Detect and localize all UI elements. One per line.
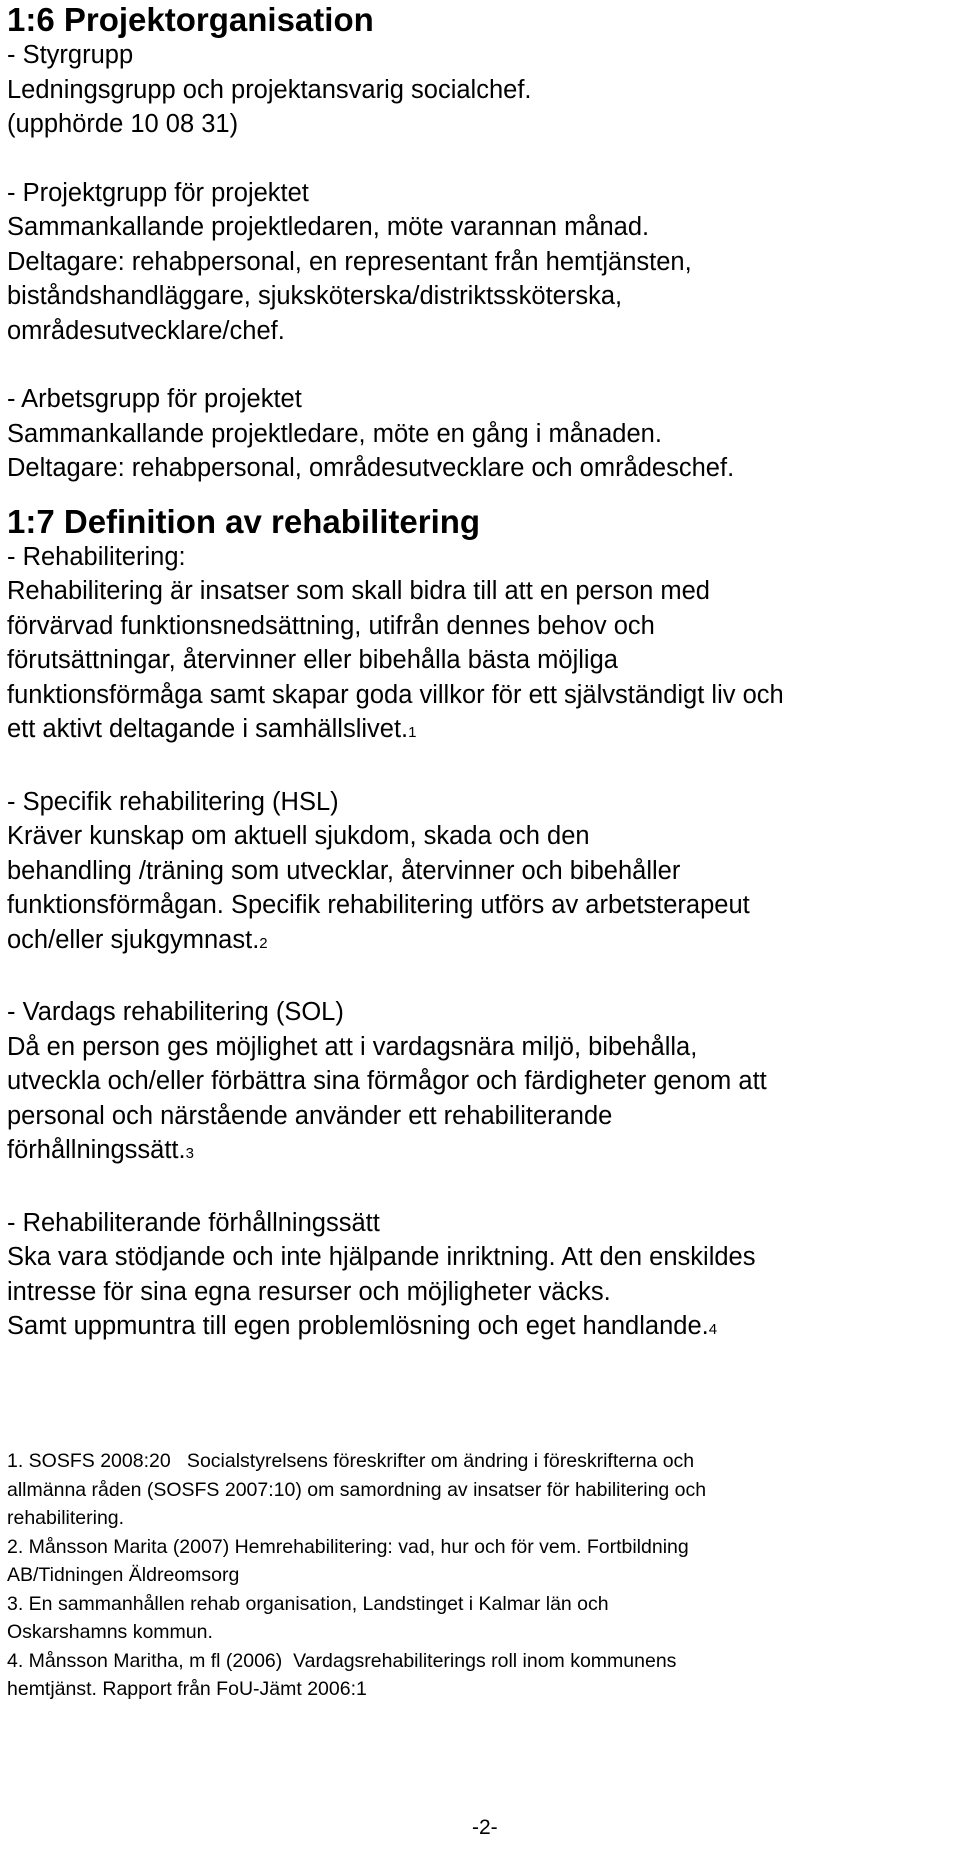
rehabilitering-line: funktionsförmåga samt skapar goda villkor för ett självständigt liv och: [7, 680, 784, 709]
section-7-title: 1:7 Definition av rehabilitering: [7, 502, 481, 540]
footnote-line: hemtjänst. Rapport från FoU-Jämt 2006:1: [7, 1678, 367, 1700]
styrgrupp-line: Ledningsgrupp och projektansvarig socialchef.: [7, 75, 532, 104]
specifik-text: och/eller sjukgymnast.: [7, 925, 260, 954]
footnote-line: 3. En sammanhållen rehab organisation, Landstinget i Kalmar län och: [7, 1592, 609, 1615]
styrgrupp-heading: - Styrgrupp: [7, 41, 134, 69]
arbetsgrupp-heading: - Arbetsgrupp för projektet: [7, 385, 302, 413]
specifik-heading: - Specifik rehabilitering (HSL): [7, 787, 339, 816]
arbetsgrupp-line: Deltagare: rehabpersonal, områdesutvecklare och områdeschef.: [7, 454, 735, 482]
footnote-line: 4. Månsson Maritha, m fl (2006) Vardagsrehabiliterings roll inom kommunens: [7, 1649, 677, 1672]
footnote-ref-2: 2: [259, 934, 268, 952]
rehabilitering-text: ett aktivt deltagande i samhällslivet.: [7, 715, 409, 743]
rehabilitering-line: förvärvad funktionsnedsättning, utifrån dennes behov och: [7, 611, 655, 640]
projektgrupp-line: Sammankallande projektledaren, möte varannan månad.: [7, 213, 650, 241]
specifik-line: Kräver kunskap om aktuell sjukdom, skada och den: [7, 822, 590, 850]
section-6-title: 1:6 Projektorganisation: [7, 1, 374, 38]
footnote-line: AB/Tidningen Äldreomsorg: [7, 1564, 240, 1586]
vardags-heading: - Vardags rehabilitering (SOL): [7, 998, 344, 1026]
projektgrupp-heading: - Projektgrupp för projektet: [7, 178, 309, 207]
footnote-line: 1. SOSFS 2008:20 Socialstyrelsens föreskrifter om ändring i föreskrifterna och: [7, 1450, 695, 1472]
projektgrupp-line: områdesutvecklare/chef.: [7, 316, 285, 345]
specifik-line: funktionsförmågan. Specifik rehabilitering utförs av arbetsterapeut: [7, 891, 750, 919]
footnote-ref-3: 3: [185, 1145, 194, 1162]
projektgrupp-line: biståndshandläggare, sjuksköterska/distriktssköterska,: [7, 282, 623, 310]
specifik-line: behandling /träning som utvecklar, återvinner och bibehåller: [7, 856, 681, 885]
forhallning-line: intresse för sina egna resurser och möjligheter väcks.: [7, 1277, 611, 1306]
vardags-line: utveckla och/eller förbättra sina förmågor och färdigheter genom att: [7, 1067, 767, 1095]
footnotes: [7, 1447, 706, 1704]
specifik-line-last: [7, 923, 960, 962]
vardags-line: personal och närstående använder ett rehabiliterande: [7, 1101, 613, 1130]
vardags-text: förhållningssätt.: [7, 1136, 186, 1164]
rehabilitering-line: förutsättningar, återvinner eller bibehålla bästa möjliga: [7, 646, 618, 674]
rehabilitering-line: Rehabilitering är insatser som skall bidra till att en person med: [7, 577, 710, 605]
footnote-line: Oskarshamns kommun.: [7, 1621, 213, 1643]
vardags-line-last: [7, 1133, 960, 1172]
footnote-ref-1: 1: [408, 724, 417, 741]
projektgrupp-line: Deltagare: rehabpersonal, en representant från hemtjänsten,: [7, 247, 692, 276]
arbetsgrupp-line: Sammankallande projektledare, möte en gång i månaden.: [7, 419, 662, 448]
footnote-line: 2. Månsson Marita (2007) Hemrehabilitering: vad, hur och för vem. Fortbildning: [7, 1535, 689, 1558]
rehabilitering-heading: - Rehabilitering:: [7, 542, 186, 571]
forhallning-text: Samt uppmuntra till egen problemlösning och eget handlande.: [7, 1312, 709, 1340]
forhallning-heading: - Rehabiliterande förhållningssätt: [7, 1208, 380, 1237]
footnote-line: allmänna råden (SOSFS 2007:10) om samordning av insatser för habilitering och: [7, 1478, 707, 1501]
vardags-line: Då en person ges möjlighet att i vardagsnära miljö, bibehålla,: [7, 1032, 698, 1061]
page-number: -2-: [472, 1816, 498, 1839]
styrgrupp-line: (upphörde 10 08 31): [7, 110, 239, 138]
rehabilitering-line-last: [7, 712, 960, 751]
forhallning-line-last: [7, 1309, 960, 1348]
forhallning-line: Ska vara stödjande och inte hjälpande inriktning. Att den enskildes: [7, 1243, 756, 1271]
footnote-line: rehabilitering.: [7, 1507, 125, 1529]
footnote-ref-4: 4: [708, 1321, 718, 1338]
